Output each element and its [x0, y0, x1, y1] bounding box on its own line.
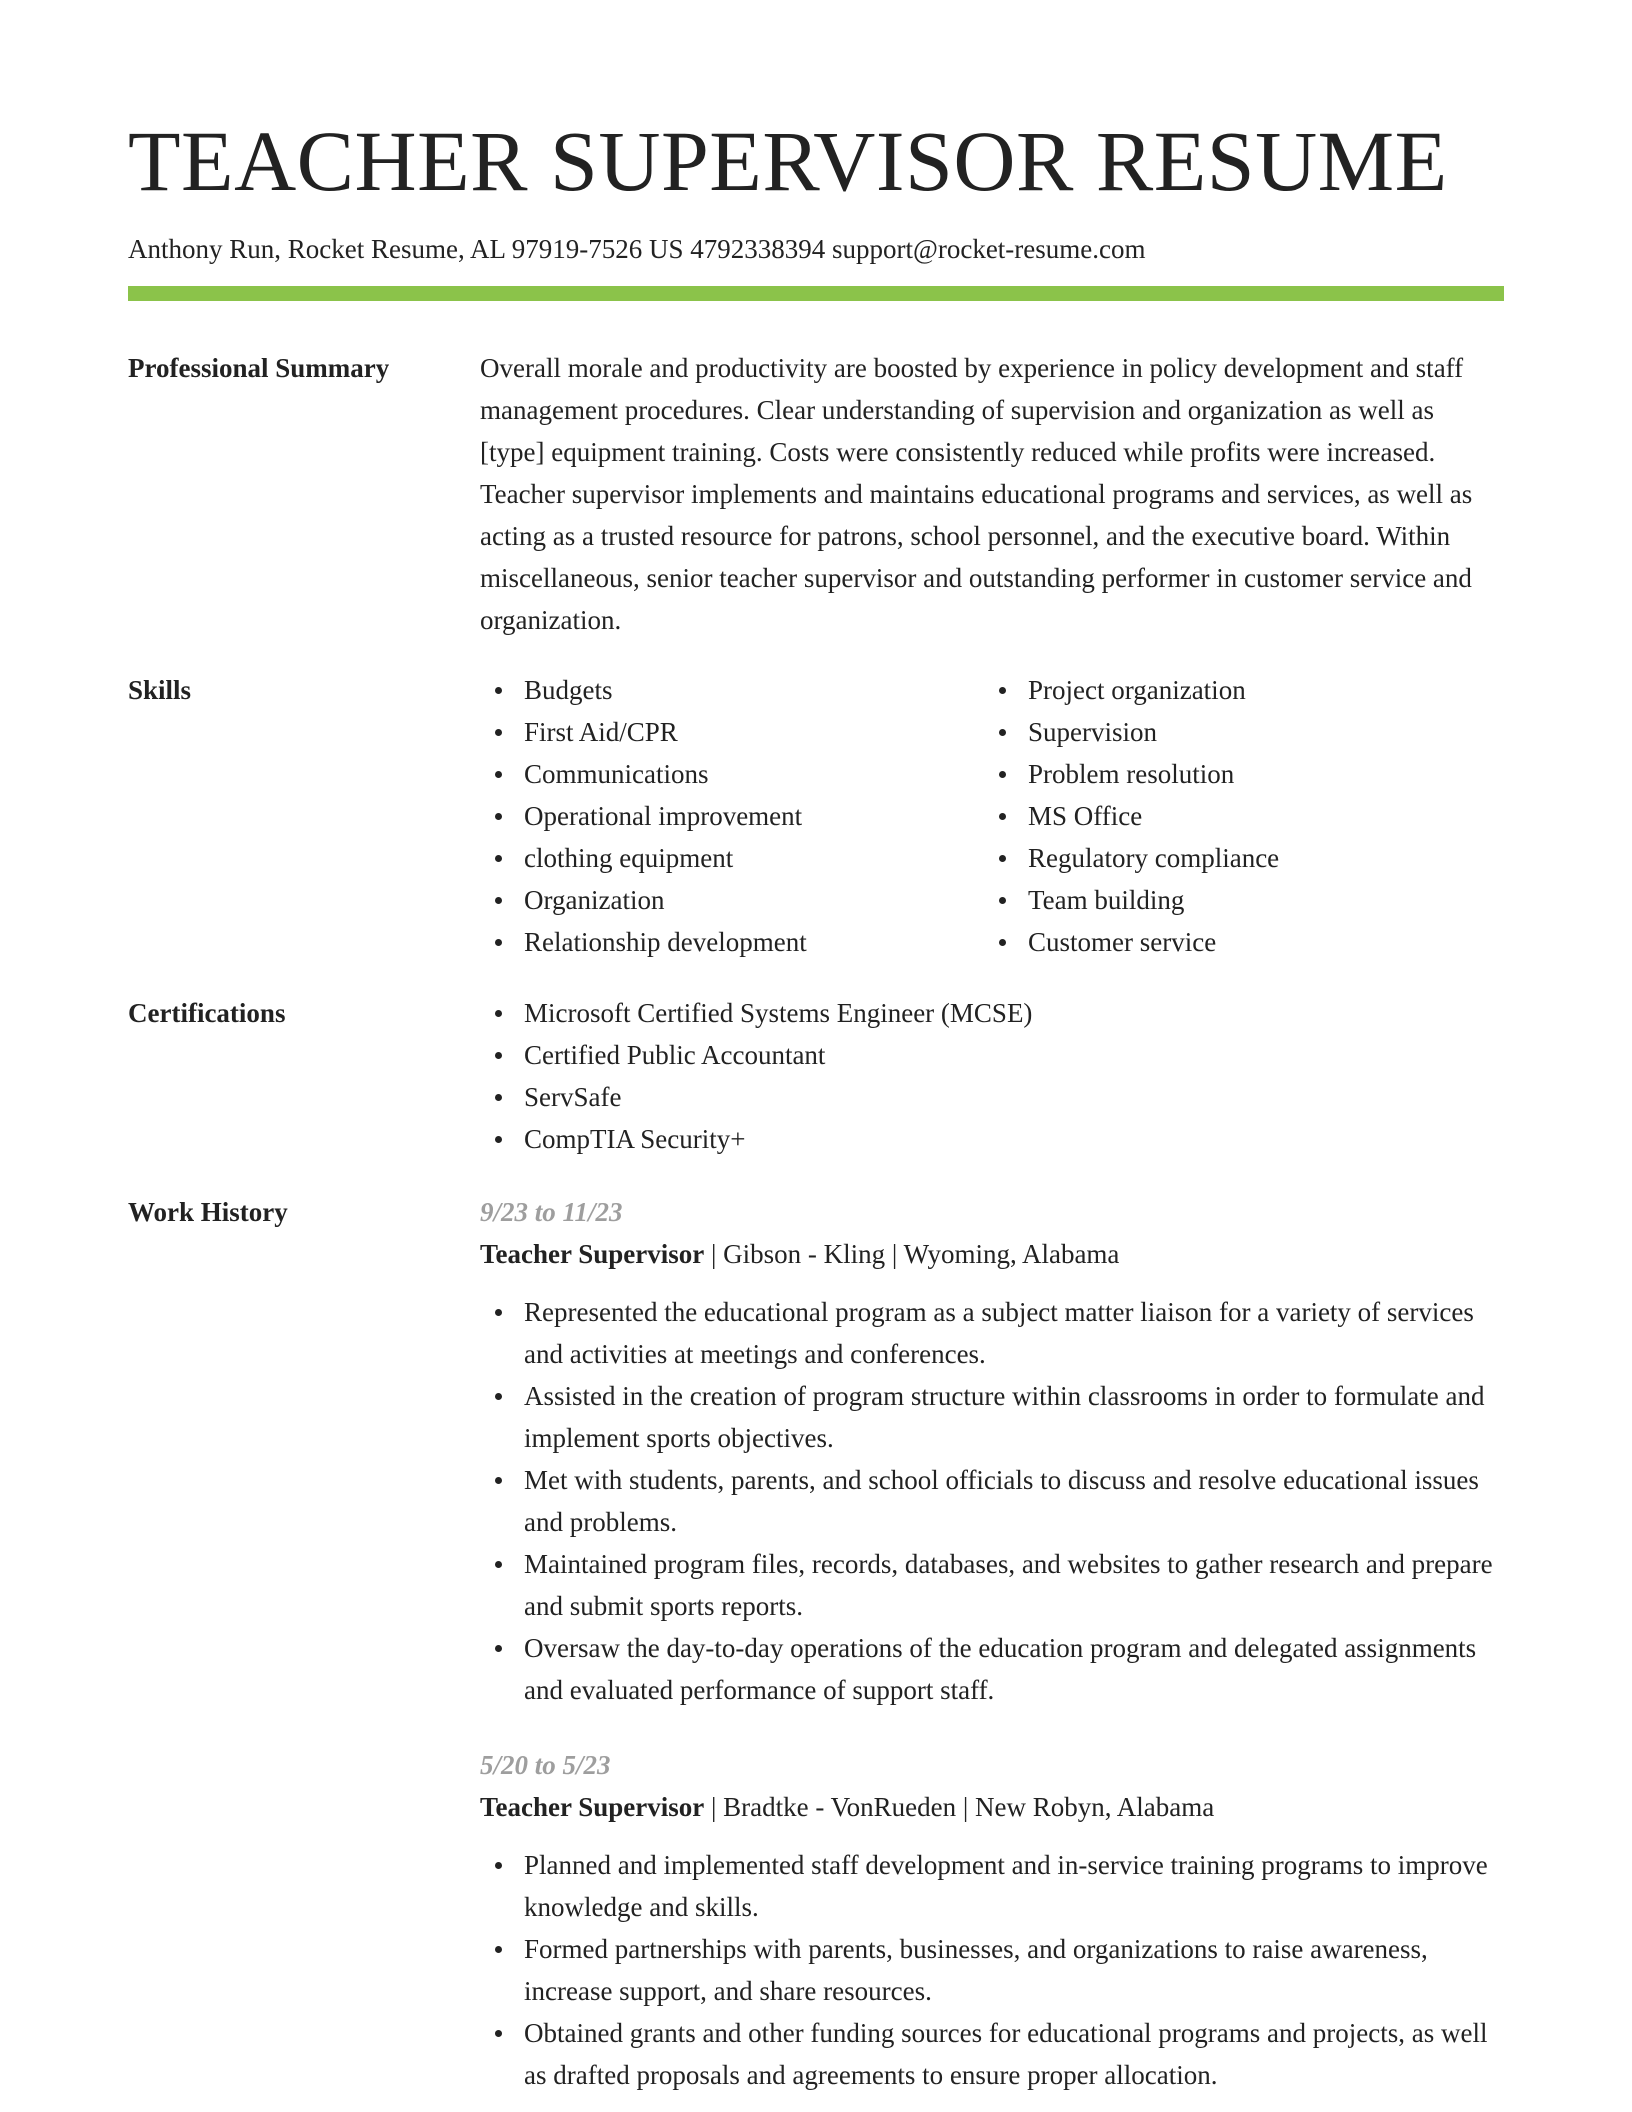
skill-item: Organization — [480, 879, 984, 921]
job-bullet: Met with students, parents, and school officials to discuss and resolve educational issues and problems. — [480, 1459, 1504, 1543]
certification-item: Certified Public Accountant — [480, 1034, 1504, 1076]
job-dates: 9/23 to 11/23 — [480, 1197, 623, 1227]
skill-item: Relationship development — [480, 921, 984, 963]
skill-item: Regulatory compliance — [984, 837, 1488, 879]
skill-item: Operational improvement — [480, 795, 984, 837]
page-title: TEACHER SUPERVISOR RESUME — [128, 113, 1448, 209]
work-history-heading: Work History — [128, 1197, 288, 1227]
skill-item: Supervision — [984, 711, 1488, 753]
skill-item: First Aid/CPR — [480, 711, 984, 753]
job-entry — [480, 1191, 1504, 1711]
job-bullets — [480, 1844, 1504, 2096]
job-bullet: Obtained grants and other funding sources for educational programs and projects, as well as drafted proposals and agreements to ensure proper allocation. — [480, 2012, 1504, 2096]
skills-heading: Skills — [128, 675, 192, 705]
job-bullet: Maintained program files, records, databases, and websites to gather research and prepare and submit sports reports. — [480, 1543, 1504, 1627]
skill-item: Problem resolution — [984, 753, 1488, 795]
summary-text: Overall morale and productivity are boosted by experience in policy development and staff management procedures. Clear understanding of supervision and organization as well as [type] equipment training. Costs were consistently reduced while profits were increased. Teacher supervisor implements and maintains educational programs and services, as well as acting as a trusted resource for patrons, school personnel, and the executive board. Within miscellaneous, senior teacher supervisor and outstanding performer in customer service and organization. — [480, 353, 1473, 635]
skill-item: Team building — [984, 879, 1488, 921]
job-bullet: Assisted in the creation of program structure within classrooms in order to formulate and implement sports objectives. — [480, 1375, 1504, 1459]
job-title: Teacher Supervisor — [480, 1239, 705, 1269]
certification-item: CompTIA Security+ — [480, 1118, 1504, 1160]
accent-divider — [128, 286, 1504, 301]
work-history-body — [480, 1191, 1504, 2096]
skill-item: Customer service — [984, 921, 1488, 963]
skill-item: Budgets — [480, 669, 984, 711]
skill-item: MS Office — [984, 795, 1488, 837]
job-bullet: Formed partnerships with parents, businesses, and organizations to raise awareness, increase support, and share resources. — [480, 1928, 1504, 2012]
job-bullets — [480, 1291, 1504, 1711]
certification-item: ServSafe — [480, 1076, 1504, 1118]
skill-item: Project organization — [984, 669, 1488, 711]
summary-body — [480, 347, 1504, 641]
skill-item: clothing equipment — [480, 837, 984, 879]
job-bullet: Planned and implemented staff development and in-service training programs to improve knowledge and skills. — [480, 1844, 1504, 1928]
skills-list-left — [480, 669, 984, 963]
skills-list-right — [984, 669, 1488, 963]
job-entry — [480, 1744, 1504, 2096]
job-employer-location: | Bradtke - VonRueden | New Robyn, Alabama — [704, 1792, 1215, 1822]
contact-info: Anthony Run, Rocket Resume, AL 97919-7526 US 4792338394 support@rocket-resume.com — [128, 234, 1146, 264]
job-dates: 5/20 to 5/23 — [480, 1750, 611, 1780]
certifications-body — [480, 992, 1504, 1160]
certifications-list — [480, 992, 1504, 1160]
skill-item: Communications — [480, 753, 984, 795]
job-heading — [480, 1786, 1504, 1828]
skills-body — [480, 669, 1504, 963]
certifications-heading: Certifications — [128, 998, 286, 1028]
summary-heading: Professional Summary — [128, 353, 390, 383]
job-employer-location: | Gibson - Kling | Wyoming, Alabama — [704, 1239, 1120, 1269]
job-bullet: Represented the educational program as a subject matter liaison for a variety of services and activities at meetings and conferences. — [480, 1291, 1504, 1375]
job-heading — [480, 1233, 1504, 1275]
job-bullet: Oversaw the day-to-day operations of the education program and delegated assignments and evaluated performance of support staff. — [480, 1627, 1504, 1711]
certification-item: Microsoft Certified Systems Engineer (MCSE) — [480, 992, 1504, 1034]
job-title: Teacher Supervisor — [480, 1792, 705, 1822]
